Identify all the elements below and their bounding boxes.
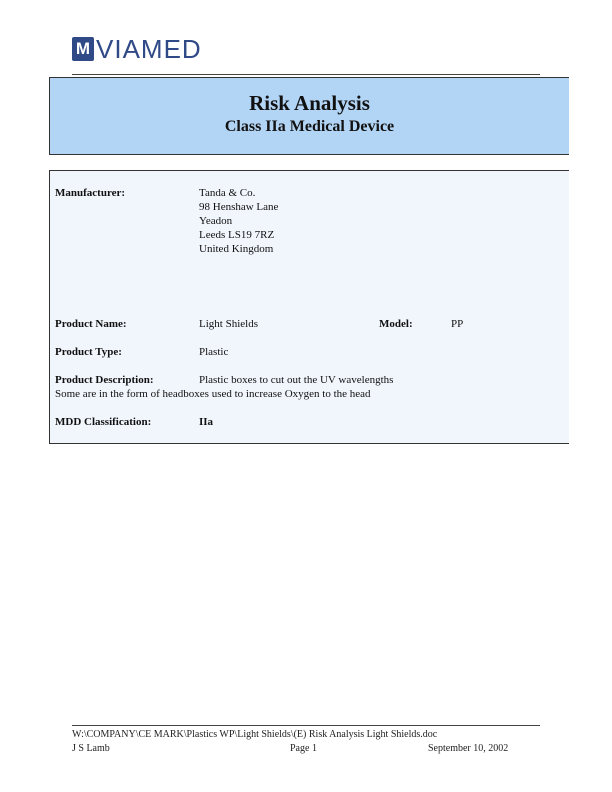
mdd-classification-label: MDD Classification: xyxy=(55,416,152,428)
model-value: PP xyxy=(451,318,464,330)
footer-date: September 10, 2002 xyxy=(428,743,509,754)
page-subtitle: Class IIa Medical Device xyxy=(224,118,395,135)
logo-mark: M xyxy=(72,37,94,61)
product-name-value: Light Shields xyxy=(199,318,258,330)
product-type-label: Product Type: xyxy=(55,346,122,358)
model-label: Model: xyxy=(379,318,413,330)
page-title: Risk Analysis xyxy=(249,91,370,115)
footer-author: J S Lamb xyxy=(72,743,110,754)
manufacturer-label: Manufacturer: xyxy=(55,187,126,199)
footer-file-path: W:\COMPANY\CE MARK\Plastics WP\Light Shields\(E) Risk Analysis Light Shields.doc xyxy=(72,729,438,740)
details-panel xyxy=(49,170,569,444)
header-divider xyxy=(72,74,540,75)
product-name-label: Product Name: xyxy=(55,318,127,330)
address-line: Yeadon xyxy=(199,215,233,227)
footer-divider xyxy=(72,725,540,726)
mdd-classification-value: IIa xyxy=(199,416,214,428)
title-banner xyxy=(49,77,569,155)
address-line: 98 Henshaw Lane xyxy=(199,201,279,213)
address-line: Leeds LS19 7RZ xyxy=(199,229,275,241)
manufacturer-address xyxy=(199,186,278,256)
logo-text: VIAMED xyxy=(96,34,202,64)
product-description-value: Plastic boxes to cut out the UV wavelengths xyxy=(199,374,394,386)
footer-page-number: Page 1 xyxy=(290,743,317,754)
address-line: Tanda & Co. xyxy=(199,187,256,199)
address-line: United Kingdom xyxy=(199,243,274,255)
product-type-value: Plastic xyxy=(199,346,229,358)
product-description-label: Product Description: xyxy=(55,374,154,386)
product-description-continued: Some are in the form of headboxes used to increase Oxygen to the head xyxy=(55,388,371,400)
company-logo xyxy=(72,36,202,62)
